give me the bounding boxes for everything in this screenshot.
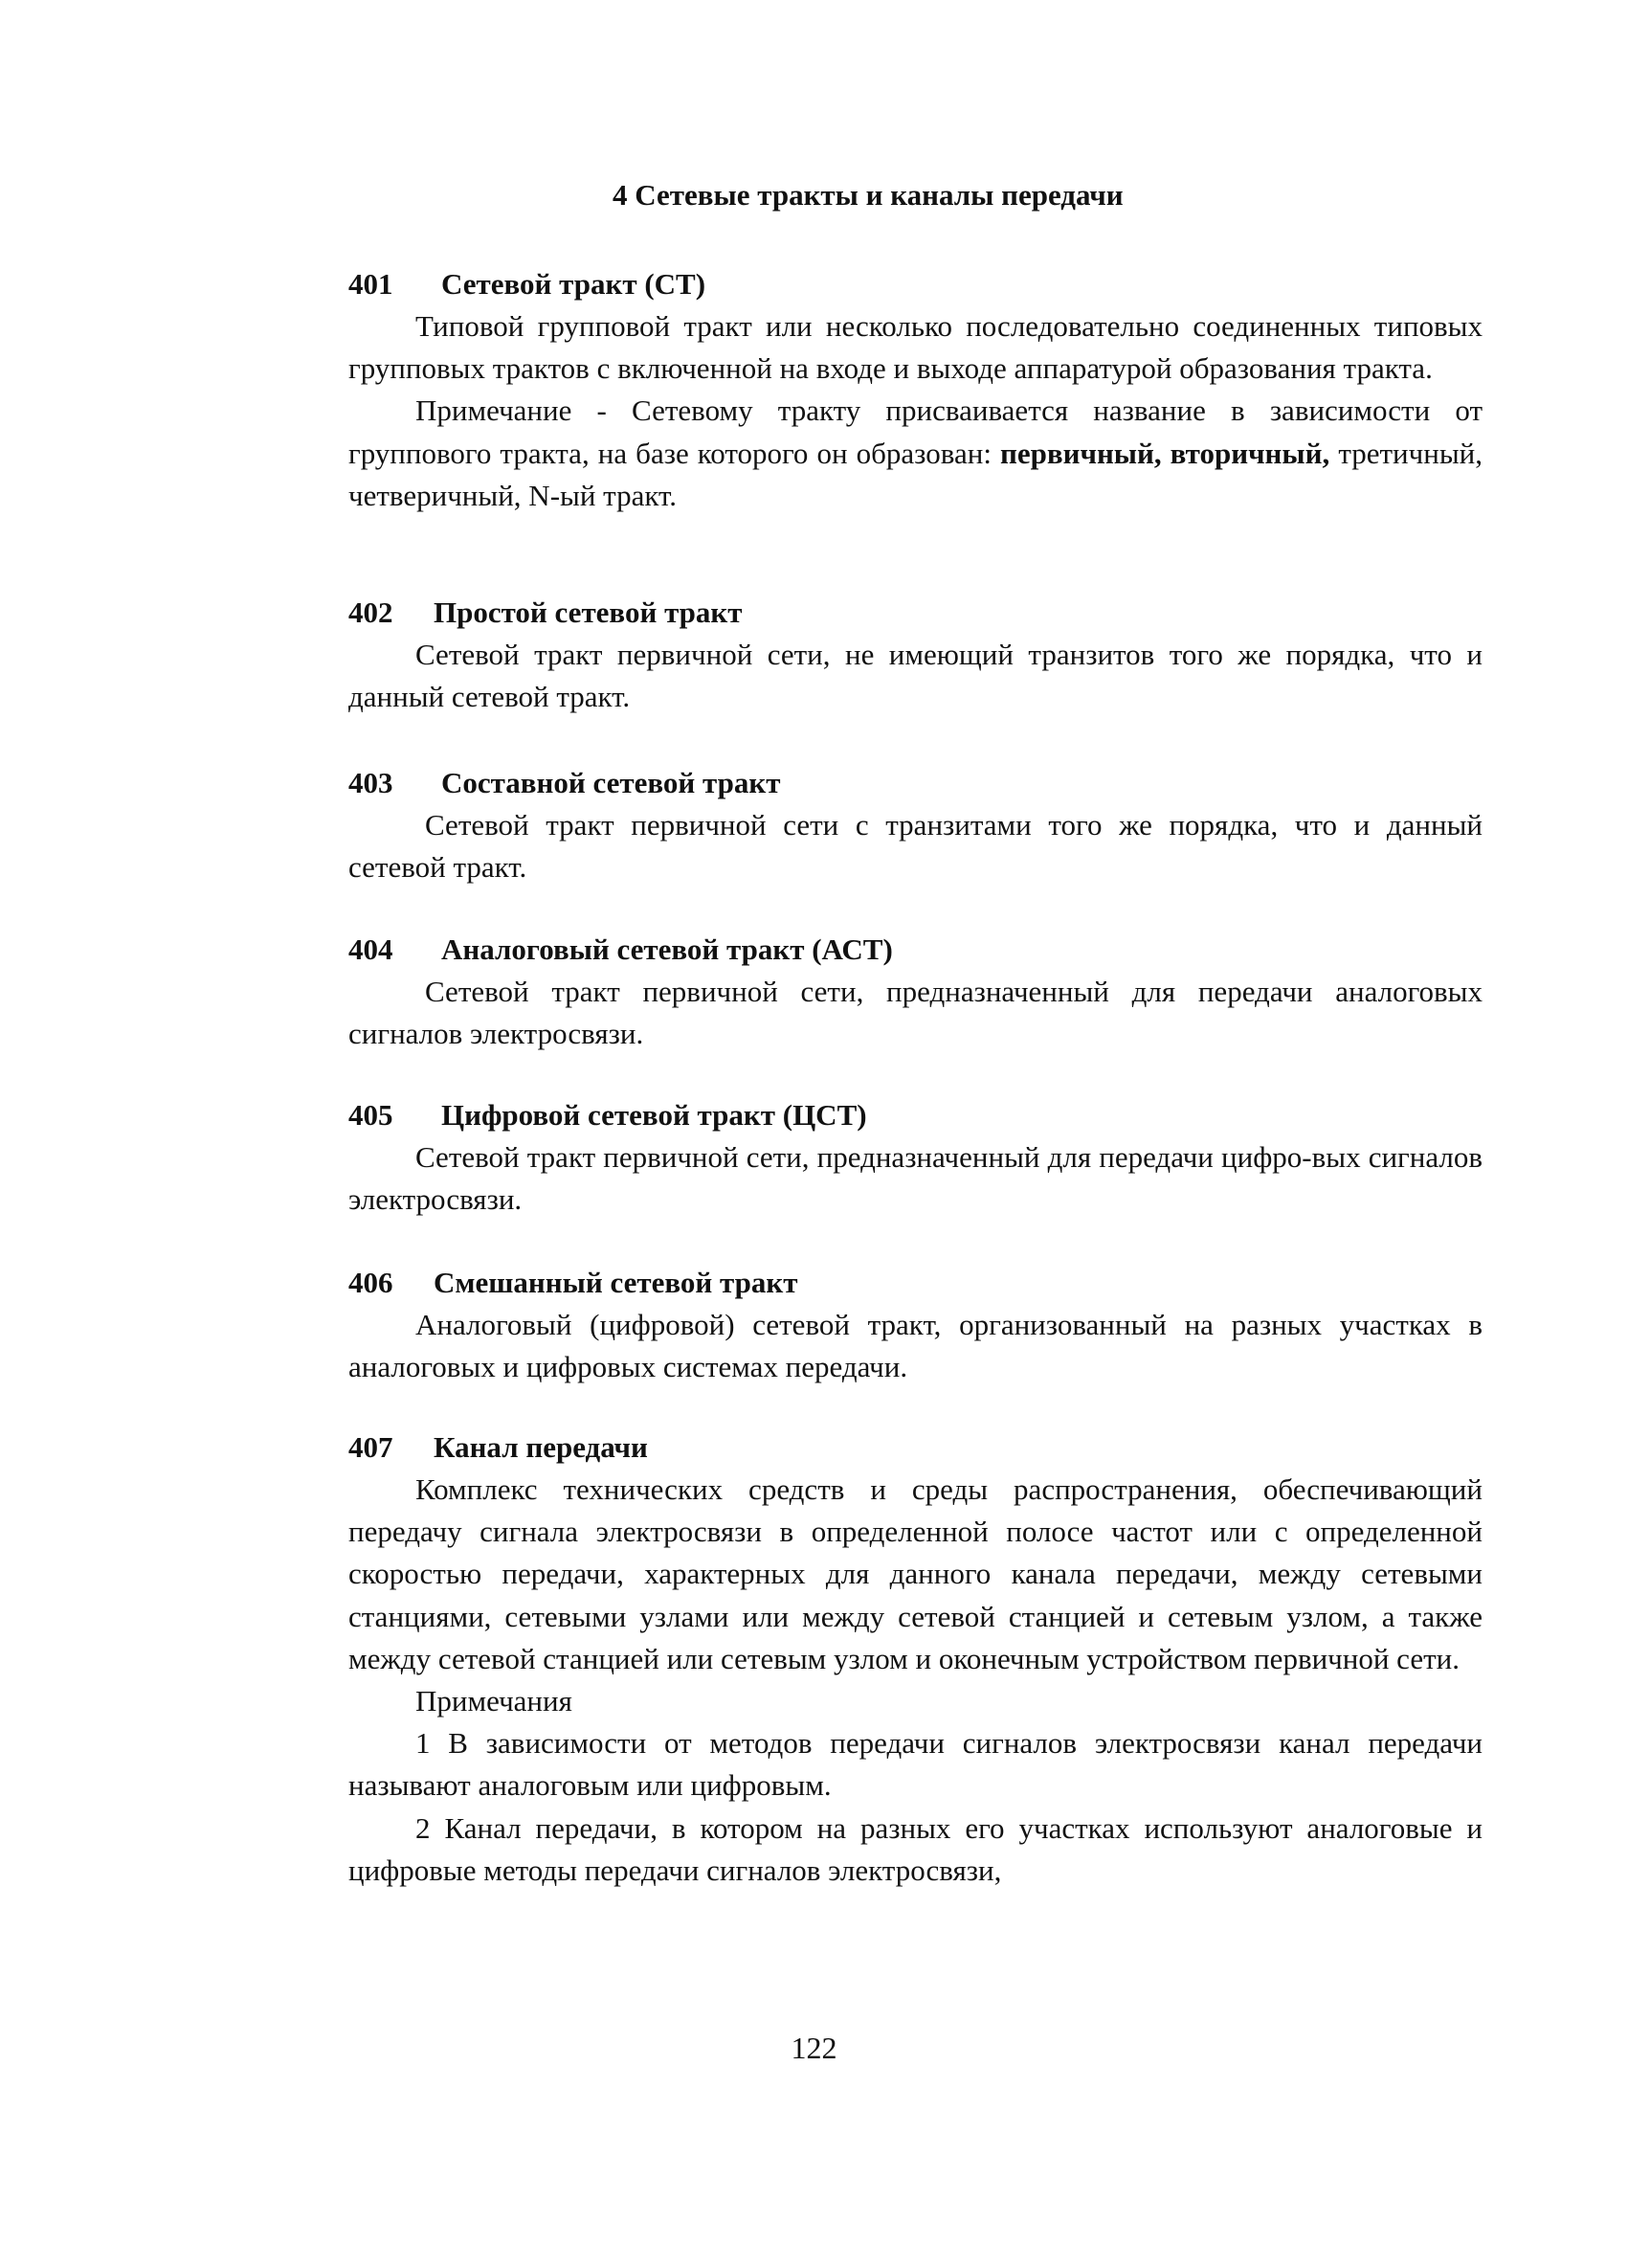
term-number: 402: [348, 595, 393, 629]
term-heading: [348, 1094, 1483, 1136]
term-number: 404: [348, 932, 393, 966]
term-note-2: 2 Канал передачи, в котором на разных его участках используют аналоговые и цифровые методы передачи сигналов электросвязи,: [348, 1810, 1483, 1887]
term-heading: [348, 929, 1483, 971]
term-definition: Типовой групповой тракт или несколько последовательно соединенных типовых групповых трактов с включенной на входе и выходе аппаратурой образования тракта.: [348, 309, 1483, 386]
term-entry-401: [348, 263, 1483, 517]
term-entry-403: [348, 762, 1483, 888]
term-entry-407: [348, 1426, 1483, 1892]
term-number: 403: [348, 766, 393, 799]
term-entry-404: [348, 929, 1483, 1055]
term-title: Аналоговый сетевой тракт (АСТ): [441, 932, 893, 966]
term-heading: [348, 1262, 1483, 1304]
term-definition: Аналоговый (цифровой) сетевой тракт, организованный на разных участках в аналоговых и цифровых системах передачи.: [348, 1308, 1483, 1384]
term-title: Цифровой сетевой тракт (ЦСТ): [441, 1098, 867, 1132]
term-note: Примечание - Сетевому тракту присваивается название в зависимости от группового тракта, на базе которого он образован: первичный, вторичный, третичный, четверичный, N-ый тракт.: [348, 393, 1483, 512]
term-number: 405: [348, 1098, 393, 1132]
term-title: Составной сетевой тракт: [441, 766, 781, 799]
term-heading: [348, 592, 1483, 634]
term-title: Простой сетевой тракт: [434, 595, 743, 629]
term-number: 407: [348, 1430, 393, 1464]
term-title: Смешанный сетевой тракт: [434, 1266, 798, 1299]
term-heading: [348, 762, 1483, 804]
term-title: Сетевой тракт (СТ): [441, 267, 706, 301]
term-definition: Сетевой тракт первичной сети, не имеющий транзитов того же порядка, что и данный сетевой тракт.: [348, 638, 1483, 714]
term-definition: Комплекс технических средств и среды распространения, обеспечивающий передачу сигнала электросвязи в определенной полосе частот или с определенной скоростью передачи, характерных для данного канала передачи, между сетевыми станциями, сетевыми узлами или между сетевой станцией и сетевым узлом, а также между сетевой станцией или сетевым узлом и оконечным устройством первичной сети.: [348, 1472, 1483, 1675]
term-heading: [348, 263, 1483, 305]
term-number: 401: [348, 267, 393, 301]
term-note-1: 1 В зависимости от методов передачи сигналов электросвязи канал передачи называют аналоговым или цифровым.: [348, 1726, 1483, 1803]
term-number: 406: [348, 1266, 393, 1299]
section-title: 4 Сетевые тракты и каналы передачи: [613, 178, 1124, 212]
term-title: Канал передачи: [434, 1430, 648, 1464]
term-entry-406: [348, 1262, 1483, 1388]
page-number: 122: [791, 2031, 837, 2065]
term-heading: [348, 1426, 1483, 1469]
term-entry-402: [348, 592, 1483, 718]
term-definition: Сетевой тракт первичной сети с транзитами того же порядка, что и данный сетевой тракт.: [348, 808, 1483, 885]
term-definition: Сетевой тракт первичной сети, предназначенный для передачи цифро-вых сигналов электросвязи.: [348, 1140, 1483, 1217]
notes-heading: Примечания: [415, 1684, 572, 1718]
term-entry-405: [348, 1094, 1483, 1221]
term-definition: Сетевой тракт первичной сети, предназначенный для передачи аналоговых сигналов электросвязи.: [348, 975, 1483, 1051]
